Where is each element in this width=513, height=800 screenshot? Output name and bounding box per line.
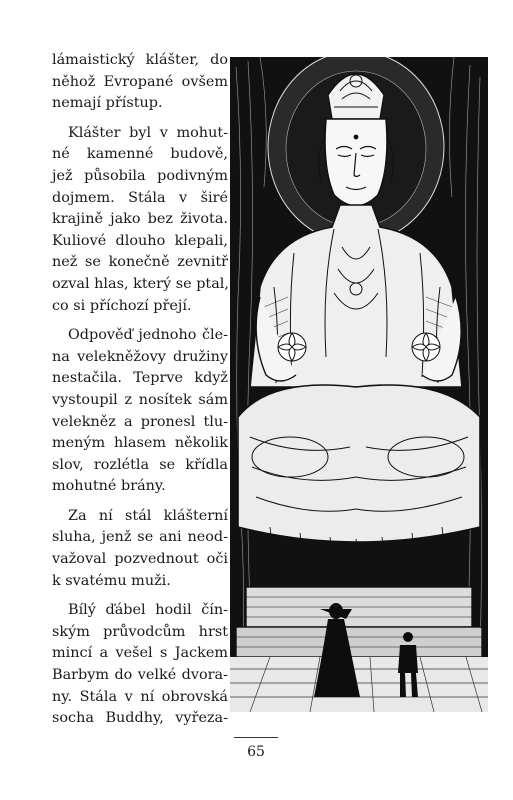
text-line: Klášter byl v mohut- (68, 124, 228, 141)
paragraph (52, 600, 228, 730)
text-line: Barbym do velké dvora- (52, 667, 228, 684)
text-line: ny. Stála v ní obrovská (52, 688, 228, 705)
text-line: jež působila podivným (52, 167, 228, 184)
text-line: než se konečně zevnitř (52, 254, 228, 271)
text-line: Kuliové dlouho klepali, (52, 232, 228, 249)
buddha-statue-illustration (230, 57, 488, 712)
text-line: mohutné brány. (52, 478, 166, 495)
text-line: Za ní stál klášterní (68, 507, 228, 524)
text-line: lámaistický klášter, do (52, 52, 228, 68)
text-line: ským průvodcům hrst (52, 623, 228, 640)
text-line: mincí a vešel s Jackem (52, 645, 228, 662)
text-line: co si příchozí přejí. (52, 297, 192, 314)
paragraph (52, 506, 228, 592)
text-line: né kamenné budově, (52, 146, 228, 163)
text-line: něhož Evropané ovšem (52, 73, 228, 90)
text-line: nemají přístup. (52, 95, 163, 112)
text-line: važoval pozvednout oči (52, 551, 228, 568)
text-line: meným hlasem několik (52, 435, 228, 452)
text-line: na velekněžovy družiny (52, 348, 228, 365)
text-line: Bílý ďábel hodil čín- (68, 602, 228, 619)
paragraph (52, 325, 228, 498)
text-column (52, 50, 228, 730)
page-number: 65 (247, 744, 265, 760)
text-line: k svatému muži. (52, 572, 171, 589)
text-line: krajině jako bez života. (52, 211, 228, 228)
text-line: Odpověď jednoho čle- (68, 327, 228, 344)
paragraph (52, 123, 228, 317)
text-line: slov, rozlétla se křídla (52, 456, 228, 473)
paragraph (52, 50, 228, 115)
text-line: dojmem. Stála v širé (52, 189, 228, 206)
text-line: velekněz a pronesl tlu- (52, 413, 228, 430)
footer-rule (234, 737, 278, 738)
text-line: nestačila. Teprve když (52, 370, 228, 387)
text-line: ozval hlas, který se ptal, (52, 275, 229, 292)
text-line: vystoupil z nosítek sám (52, 391, 228, 408)
text-line: socha Buddhy, vyřeza- (52, 710, 228, 727)
text-line: sluha, jenž se ani neod- (52, 529, 228, 546)
